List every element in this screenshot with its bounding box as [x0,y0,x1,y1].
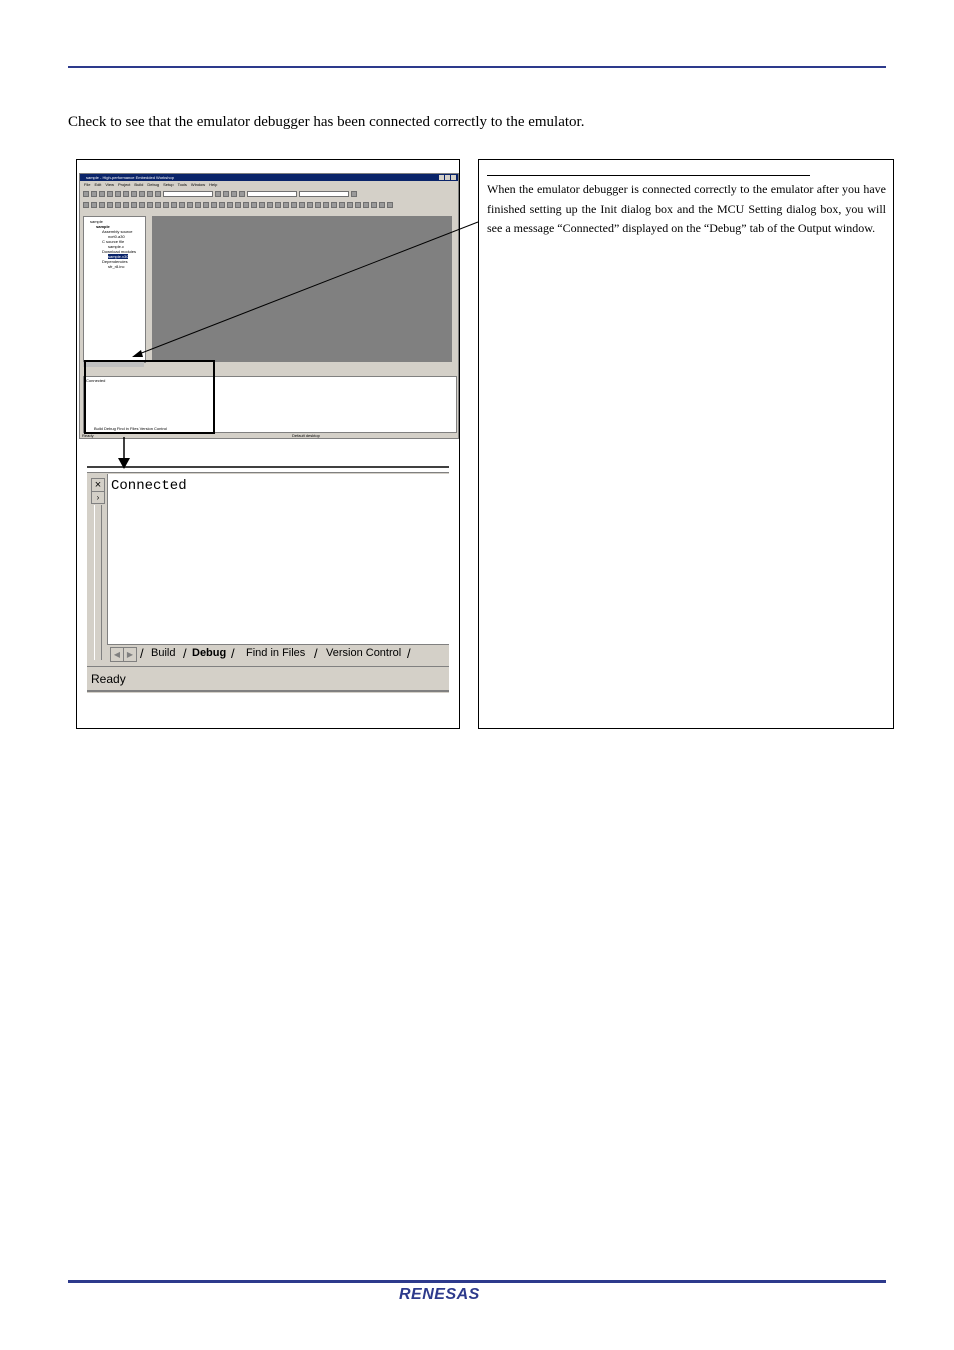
ide-status-desktop: Default desktop [292,433,320,438]
callout-line [139,222,478,354]
tree-item[interactable]: Assembly source [102,229,133,234]
tab-separator: / [407,646,411,661]
ide-output-text: Connected [86,378,106,383]
tree-item[interactable]: Download modules [102,249,137,254]
pin-arrow-icon[interactable]: › [91,491,105,504]
tree-item[interactable]: C source file [102,239,125,244]
menu-build[interactable]: Build [134,182,144,187]
tab-next-icon[interactable]: ▶ [123,647,137,662]
tab-separator: / [314,646,318,661]
menu-project[interactable]: Project [117,182,131,187]
tab-debug[interactable]: Debug [192,647,227,659]
callout-arrowhead [132,350,143,357]
tab-separator: / [231,646,235,661]
menu-file[interactable]: File [84,182,91,187]
menu-debug[interactable]: Debug [147,182,160,187]
tab-build[interactable]: Build [151,647,176,659]
tree-item[interactable]: sample [96,224,110,229]
menu-edit[interactable]: Edit [94,182,102,187]
tree-item[interactable]: ncrt0.a30 [108,234,125,239]
tab-separator: / [140,646,144,661]
ide-output-tabs[interactable]: Build Debug Find in Files Version Control [94,426,167,431]
menu-view[interactable]: View [105,182,114,187]
intro-text: Check to see that the emulator debugger has been connected correctly to the emulator. [68,114,585,130]
tab-find-in-files[interactable]: Find in Files [246,647,306,659]
menu-setup[interactable]: Setup [163,182,174,187]
menu-window[interactable]: Window [190,182,206,187]
tab-prev-icon[interactable]: ◀ [110,647,124,662]
tree-item[interactable]: Dependencies [102,259,128,264]
close-icon[interactable]: × [91,478,105,492]
zoom-connector-arrowhead [118,458,130,469]
tab-version-control[interactable]: Version Control [326,647,402,659]
ide-title: sample - High-performance Embedded Workshop [86,175,174,180]
output-text: Connected [111,478,187,494]
tree-item[interactable]: sample.c [108,244,125,249]
menu-tools[interactable]: Tools [177,182,187,187]
footer-rule [68,1280,886,1283]
renesas-logo: RENESAS [399,1286,480,1303]
status-text: Ready [91,672,126,686]
note-text: When the emulator debugger is connected correctly to the emulator after you have finished setting up the Init dialog box and the MCU Setting dialog box, you will see a message “Connected” displayed on the “Debug” tab of the Output window. [487,182,886,235]
tab-separator: / [183,646,187,661]
menu-help[interactable]: Help [209,182,218,187]
tree-item[interactable]: sample.x30 [108,254,129,259]
ide-status-text: Ready [82,433,94,438]
tree-item[interactable]: sfr_r8.inc [108,264,125,269]
tree-item[interactable]: sample [90,219,103,224]
